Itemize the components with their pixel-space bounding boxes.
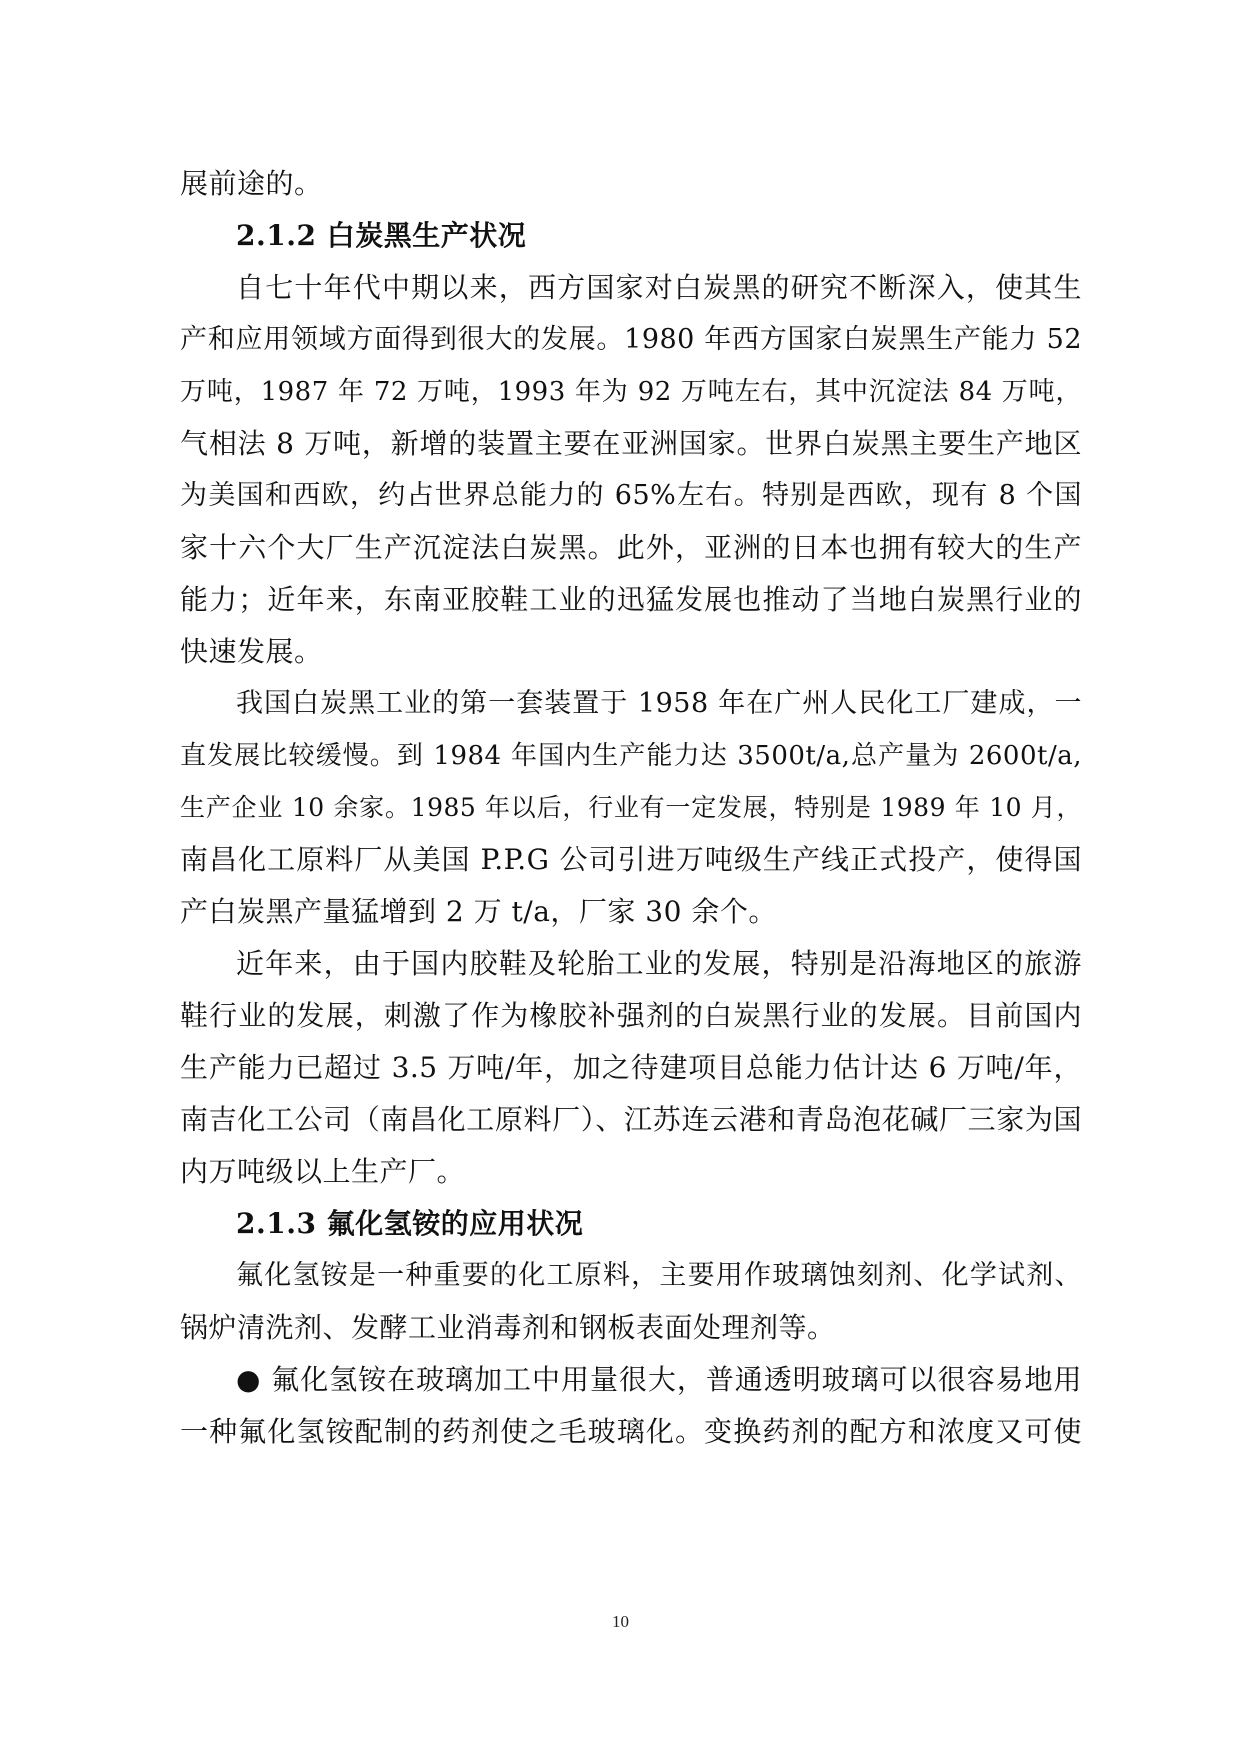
paragraph-continuation: 展前途的。 <box>180 167 323 200</box>
page-number: 10 <box>612 1612 629 1631</box>
text-line: 能力；近年来，东南亚胶鞋工业的迅猛发展也推动了当地白炭黑行业的 <box>180 583 1082 616</box>
text-line: 直发展比较缓慢。到 1984 年国内生产能力达 3500t/a,总产量为 2600t/a, <box>180 741 1082 771</box>
text-line: 一种氟化氢铵配制的药剂使之毛玻璃化。变换药剂的配方和浓度又可使 <box>180 1415 1082 1448</box>
text-line: 为美国和西欧，约占世界总能力的 65%左右。特别是西欧，现有 8 个国 <box>180 480 1082 511</box>
text-line: 锅炉清洗剂、发酵工业消毒剂和钢板表面处理剂等。 <box>180 1311 836 1344</box>
document-body <box>180 158 1082 1458</box>
text-line: 快速发展。 <box>180 635 323 668</box>
text-line: 内万吨级以上生产厂。 <box>180 1155 466 1188</box>
text-line: 家十六个大厂生产沉淀法白炭黑。此外，亚洲的日本也拥有较大的生产 <box>180 531 1082 564</box>
text-line: 气相法 8 万吨，新增的装置主要在亚洲国家。世界白炭黑主要生产地区 <box>180 427 1082 460</box>
text-line: 万吨，1987 年 72 万吨，1993 年为 92 万吨左右，其中沉淀法 84 万吨， <box>180 377 1082 407</box>
text-line: 南昌化工原料厂从美国 P.P.G 公司引进万吨级生产线正式投产，使得国 <box>180 843 1082 876</box>
text-line: 生产能力已超过 3.5 万吨/年，加之待建项目总能力估计达 6 万吨/年， <box>180 1051 1082 1084</box>
text-line: 氟化氢铵是一种重要的化工原料，主要用作玻璃蚀刻剂、化学试剂、 <box>236 1260 1082 1291</box>
text-line: 产白炭黑产量猛增到 2 万 t/a，厂家 30 余个。 <box>180 895 777 928</box>
text-line: 生产企业 10 余家。1985 年以后，行业有一定发展，特别是 1989 年 10 月， <box>180 793 1082 822</box>
bullet-text-line: ● 氟化氢铵在玻璃加工中用量很大，普通透明玻璃可以很容易地用 <box>236 1363 1082 1396</box>
text-line: 南吉化工公司（南昌化工原料厂）、江苏连云港和青岛泡花碱厂三家为国 <box>180 1103 1082 1136</box>
section-heading-2-1-3: 2.1.3 氟化氢铵的应用状况 <box>236 1207 584 1240</box>
text-line: 我国白炭黑工业的第一套装置于 1958 年在广州人民化工厂建成，一 <box>236 688 1082 719</box>
section-heading-2-1-2: 2.1.2 白炭黑生产状况 <box>236 219 527 252</box>
text-line: 鞋行业的发展，刺激了作为橡胶补强剂的白炭黑行业的发展。目前国内 <box>180 999 1082 1032</box>
text-line: 产和应用领域方面得到很大的发展。1980 年西方国家白炭黑生产能力 52 <box>180 324 1082 355</box>
text-line: 近年来，由于国内胶鞋及轮胎工业的发展，特别是沿海地区的旅游 <box>236 947 1082 980</box>
text-line: 自七十年代中期以来，西方国家对白炭黑的研究不断深入，使其生 <box>236 271 1082 304</box>
